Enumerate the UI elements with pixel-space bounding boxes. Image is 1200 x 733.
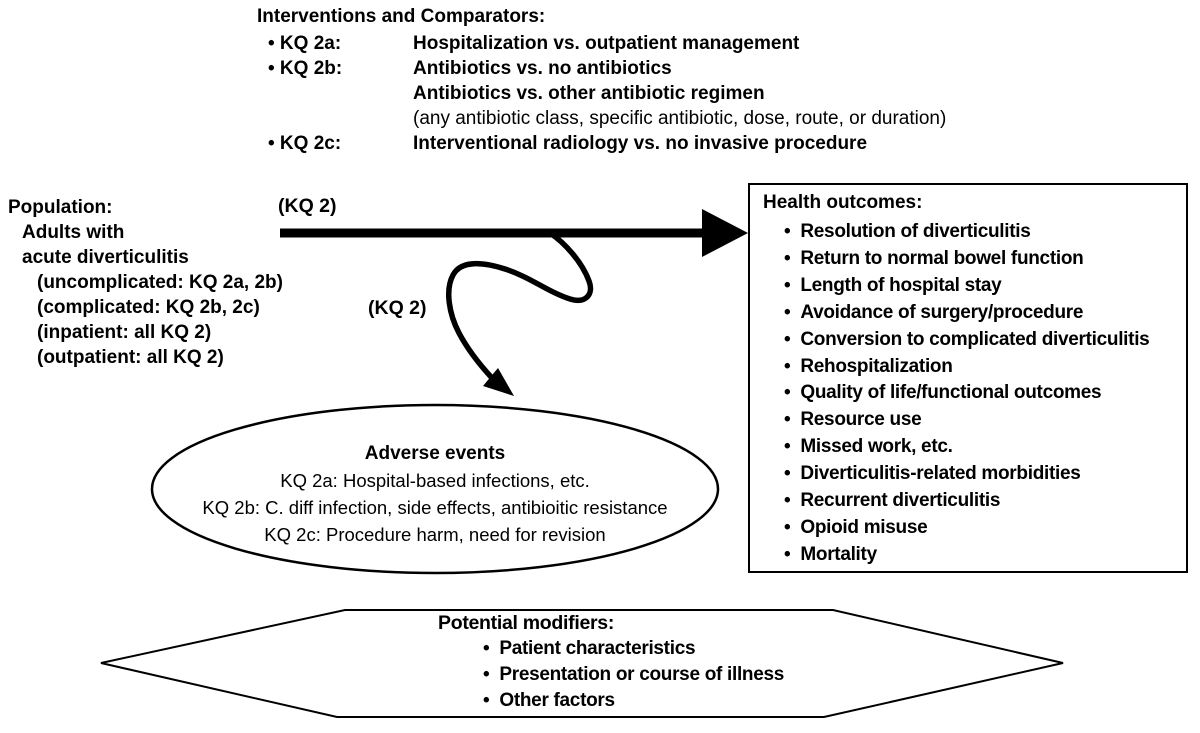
health-outcomes-list: [784, 219, 1182, 569]
interventions-title: Interventions and Comparators:: [257, 6, 546, 27]
kq2-adverse-arrow-label: (KQ 2): [368, 297, 427, 319]
population-detail: (complicated: KQ 2b, 2c): [37, 297, 260, 318]
modifier-text: Patient characteristics: [499, 638, 696, 659]
bullet-glyph: •: [483, 638, 490, 659]
kq2b-text-2: Antibiotics vs. other antibiotic regimen: [413, 83, 765, 104]
outcome-text: Resolution of diverticulitis: [800, 221, 1031, 242]
adverse-events-line: KQ 2a: Hospital-based infections, etc.: [280, 470, 590, 491]
list-item: [483, 664, 784, 686]
bullet-glyph: •: [784, 301, 791, 323]
adverse-events-line: KQ 2c: Procedure harm, need for revision: [264, 524, 606, 545]
list-item: [784, 354, 1182, 381]
list-item: [784, 461, 1182, 488]
bullet-glyph: •: [784, 463, 791, 485]
kq2b-label: • KQ 2b:: [268, 58, 343, 79]
bullet-glyph: •: [784, 274, 791, 296]
outcome-text: Conversion to complicated diverticulitis: [800, 328, 1150, 350]
outcome-text: Length of hospital stay: [800, 274, 1002, 296]
kq2-main-arrow-label: (KQ 2): [278, 195, 337, 217]
list-item: [483, 638, 695, 660]
bullet-glyph: •: [784, 355, 791, 377]
list-item: [784, 273, 1182, 300]
population-title: Population:: [8, 197, 113, 218]
adverse-events-title: Adverse events: [364, 443, 506, 464]
bullet-glyph: •: [784, 490, 791, 512]
list-item: [784, 434, 1182, 461]
bullet-glyph: •: [784, 247, 791, 269]
modifier-text: Presentation or course of illness: [499, 664, 785, 685]
bullet-glyph: •: [784, 516, 791, 538]
outcome-text: Rehospitalization: [800, 355, 953, 377]
outcome-text: Avoidance of surgery/procedure: [800, 301, 1084, 323]
list-item: [784, 300, 1182, 327]
population-line-1: Adults with: [22, 222, 125, 243]
outcome-text: Opioid misuse: [800, 516, 928, 538]
outcome-text: Missed work, etc.: [800, 436, 953, 458]
list-item: [784, 246, 1182, 273]
bullet-glyph: •: [483, 664, 490, 685]
adverse-events-content: [152, 441, 718, 548]
kq2c-text: Interventional radiology vs. no invasive procedure: [413, 133, 868, 154]
bullet-glyph: •: [784, 221, 791, 242]
list-item: [483, 690, 615, 712]
bullet-glyph: •: [784, 409, 791, 431]
kq2b-text-3: (any antibiotic class, specific antibiotic, dose, route, or duration): [413, 108, 947, 129]
outcome-text: Resource use: [800, 409, 922, 431]
kq2c-label: • KQ 2c:: [268, 133, 342, 154]
list-item: [784, 380, 1182, 407]
kq2b-text-1: Antibiotics vs. no antibiotics: [413, 58, 672, 79]
population-detail: (outpatient: all KQ 2): [37, 347, 224, 368]
list-item: [784, 488, 1182, 515]
potential-modifiers-title: Potential modifiers:: [438, 612, 615, 634]
list-item: [784, 542, 1182, 569]
bullet-glyph: •: [784, 382, 791, 404]
outcome-text: Quality of life/functional outcomes: [800, 382, 1102, 404]
main-arrow: [280, 209, 748, 257]
bullet-glyph: •: [784, 436, 791, 458]
list-item: [784, 327, 1182, 354]
health-outcomes-title: Health outcomes:: [763, 192, 923, 213]
adverse-events-arrow: [449, 233, 591, 396]
outcome-text: Mortality: [800, 543, 877, 565]
health-outcomes-box: [748, 183, 1188, 573]
kq2a-label: • KQ 2a:: [268, 33, 342, 54]
population-detail: (uncomplicated: KQ 2a, 2b): [37, 272, 283, 293]
bullet-glyph: •: [784, 543, 791, 565]
bullet-glyph: •: [784, 328, 791, 350]
outcome-text: Recurrent diverticulitis: [800, 490, 1001, 512]
list-item: [784, 219, 1182, 246]
outcome-text: Return to normal bowel function: [800, 247, 1084, 269]
population-detail: (inpatient: all KQ 2): [37, 322, 212, 343]
list-item: [784, 407, 1182, 434]
kq2a-text: Hospitalization vs. outpatient management: [413, 33, 800, 54]
outcome-text: Diverticulitis-related morbidities: [800, 463, 1081, 485]
modifier-text: Other factors: [499, 690, 615, 711]
population-line-2: acute diverticulitis: [22, 247, 189, 268]
adverse-events-line: KQ 2b: C. diff infection, side effects, antibioitic resistance: [202, 497, 668, 518]
bullet-glyph: •: [483, 690, 490, 711]
list-item: [784, 515, 1182, 542]
